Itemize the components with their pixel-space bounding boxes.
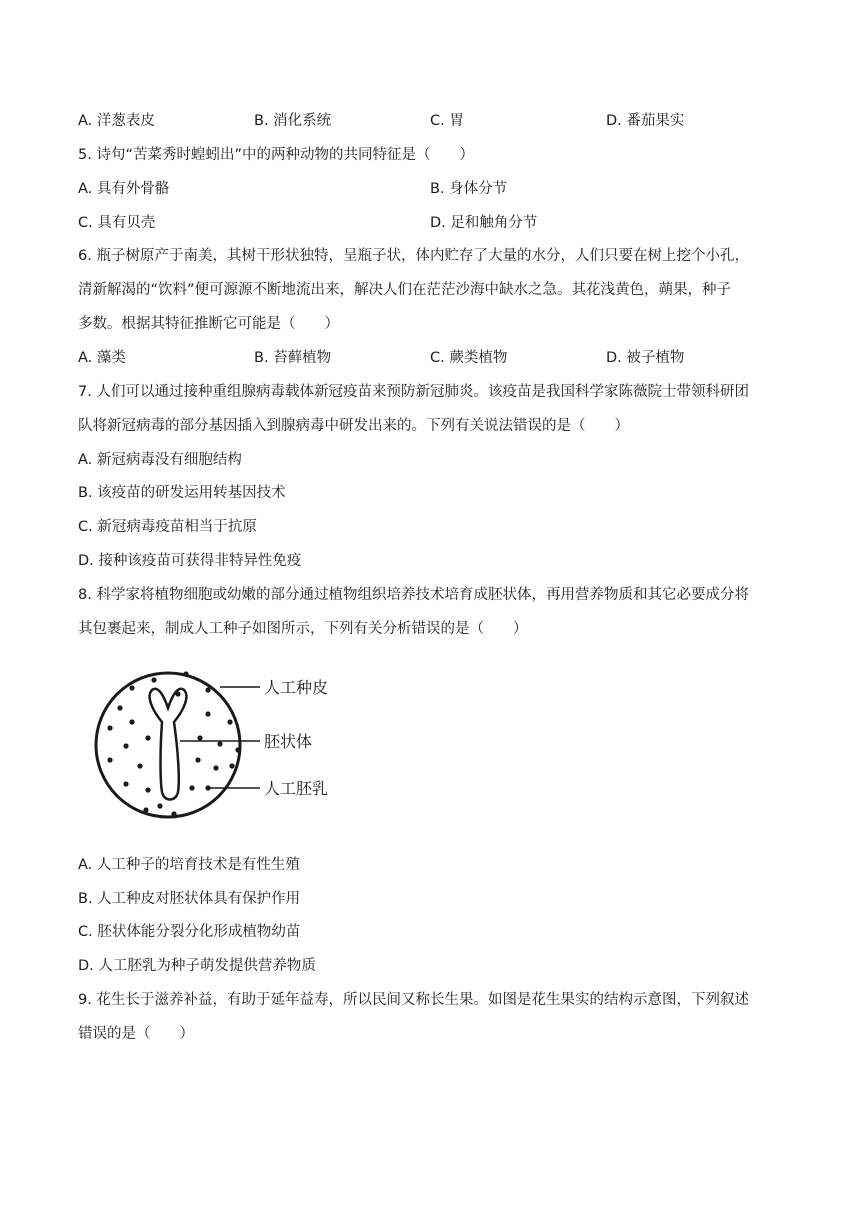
q4-option-d: D. 番茄果实 <box>606 113 685 129</box>
q6-option-d: D. 被子植物 <box>606 350 685 366</box>
q6-option-b: B. 苔藓植物 <box>254 350 332 366</box>
q4-option-b: B. 消化系统 <box>254 113 332 129</box>
q5-stem: 5. 诗句“苦菜秀时蝗蚓出”中的两种动物的共同特征是（ ） <box>78 147 474 163</box>
q9-stem-line-2: 错误的是（ ） <box>78 1026 194 1042</box>
q8-stem-line-1: 8. 科学家将植物细胞或幼嫩的部分通过植物组织培养技术培育成胚状体，再用营养物质和其它必要成分将 <box>78 587 749 603</box>
q4-option-a: A. 洋葱表皮 <box>78 113 155 129</box>
q7-option-b: B. 该疫苗的研发运用转基因技术 <box>78 485 286 501</box>
q7-option-a: A. 新冠病毒没有细胞结构 <box>78 452 242 468</box>
q6-stem-line-2: 清新解渴的“饮料”便可源源不断地流出来，解决人们在茫茫沙海中缺水之急。其花浅黄色，蒴果，种子 <box>78 282 732 298</box>
q7-option-c: C. 新冠病毒疫苗相当于抗原 <box>78 519 257 535</box>
label-artificial-endosperm: 人工胚乳 <box>264 779 329 798</box>
q6-option-a: A. 藻类 <box>78 350 126 366</box>
label-artificial-seed-coat: 人工种皮 <box>264 678 329 697</box>
q8-option-c: C. 胚状体能分裂分化形成植物幼苗 <box>78 924 301 940</box>
q6-stem-line-3: 多数。根据其特征推断它可能是（ ） <box>78 316 339 332</box>
q7-stem-line-1: 7. 人们可以通过接种重组腺病毒载体新冠疫苗来预防新冠肺炎。该疫苗是我国科学家陈薇院士带领科研团 <box>78 384 749 400</box>
q7-option-d: D. 接种该疫苗可获得非特异性免疫 <box>78 553 302 569</box>
q8-option-a: A. 人工种子的培育技术是有性生殖 <box>78 857 300 873</box>
q9-stem-line-1: 9. 花生长于滋养补益，有助于延年益寿，所以民间又称长生果。如图是花生果实的结构示意图，下列叙述 <box>78 992 749 1008</box>
label-embryoid: 胚状体 <box>264 732 313 751</box>
embryo-shape <box>150 689 187 800</box>
q5-option-d: D. 足和触角分节 <box>430 215 538 231</box>
q5-option-b: B. 身体分节 <box>430 181 508 197</box>
q8-stem-line-2: 其包裹起来，制成人工种子如图所示，下列有关分析错误的是（ ） <box>78 621 528 637</box>
artificial-seed-figure <box>90 660 360 830</box>
q5-option-a: A. 具有外骨骼 <box>78 181 170 197</box>
q5-option-c: C. 具有贝壳 <box>78 215 156 231</box>
q8-option-d: D. 人工胚乳为种子萌发提供营养物质 <box>78 958 316 974</box>
q6-stem-line-1: 6. 瓶子树原产于南美，其树干形状独特，呈瓶子状，体内贮存了大量的水分，人们只要在树上挖个小孔， <box>78 248 749 264</box>
q8-option-b: B. 人工种皮对胚状体具有保护作用 <box>78 891 301 907</box>
q4-option-c: C. 胃 <box>430 113 464 129</box>
q7-stem-line-2: 队将新冠病毒的部分基因插入到腺病毒中研发出来的。下列有关说法错误的是（ ） <box>78 418 629 434</box>
q6-option-c: C. 蕨类植物 <box>430 350 508 366</box>
